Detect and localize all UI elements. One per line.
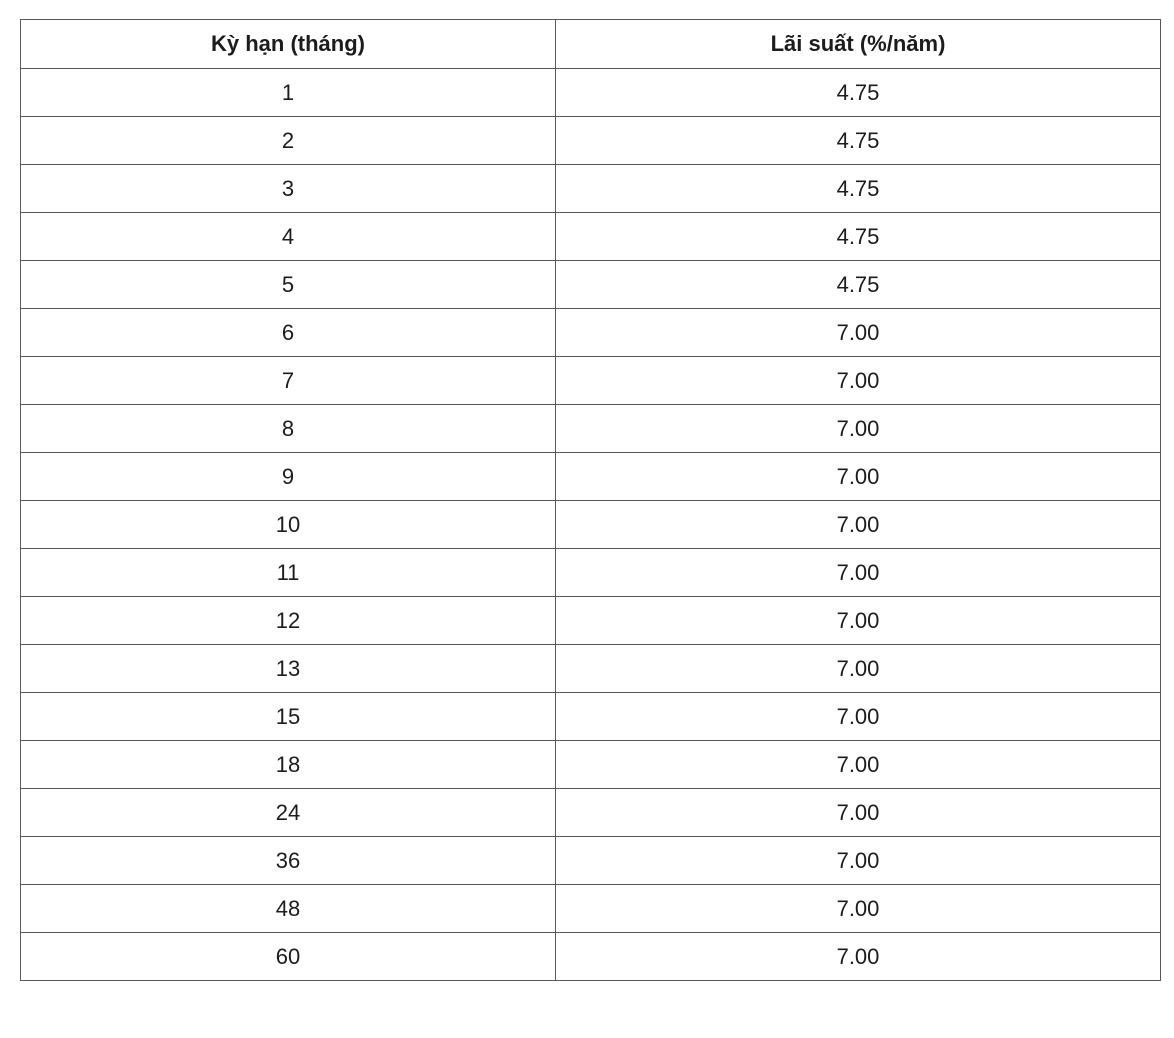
table-row [21, 117, 1161, 165]
term-cell: 24 [21, 789, 556, 837]
rate-cell: 4.75 [556, 69, 1161, 117]
rate-cell: 7.00 [556, 885, 1161, 933]
term-cell: 15 [21, 693, 556, 741]
rate-cell: 7.00 [556, 789, 1161, 837]
rate-cell: 4.75 [556, 117, 1161, 165]
term-cell: 36 [21, 837, 556, 885]
term-cell: 9 [21, 453, 556, 501]
term-cell: 10 [21, 501, 556, 549]
interest-rate-table [20, 19, 1161, 981]
rate-cell: 7.00 [556, 837, 1161, 885]
table-row [21, 933, 1161, 981]
rate-cell: 7.00 [556, 741, 1161, 789]
header-rate: Lãi suất (%/năm) [556, 20, 1161, 69]
term-cell: 3 [21, 165, 556, 213]
term-cell: 6 [21, 309, 556, 357]
rate-cell: 7.00 [556, 405, 1161, 453]
rate-cell: 7.00 [556, 597, 1161, 645]
table-body [21, 69, 1161, 981]
table-row [21, 309, 1161, 357]
table-row [21, 357, 1161, 405]
table-row [21, 741, 1161, 789]
rate-cell: 7.00 [556, 693, 1161, 741]
table-row [21, 693, 1161, 741]
table-row [21, 597, 1161, 645]
rate-cell: 7.00 [556, 501, 1161, 549]
term-cell: 1 [21, 69, 556, 117]
table-row [21, 165, 1161, 213]
term-cell: 60 [21, 933, 556, 981]
term-cell: 4 [21, 213, 556, 261]
rate-cell: 7.00 [556, 357, 1161, 405]
header-term: Kỳ hạn (tháng) [21, 20, 556, 69]
table-header [21, 20, 1161, 69]
table-row [21, 789, 1161, 837]
term-cell: 13 [21, 645, 556, 693]
rate-cell: 4.75 [556, 213, 1161, 261]
term-cell: 8 [21, 405, 556, 453]
term-cell: 5 [21, 261, 556, 309]
rate-cell: 4.75 [556, 261, 1161, 309]
table-row [21, 69, 1161, 117]
rate-cell: 7.00 [556, 645, 1161, 693]
table-row [21, 213, 1161, 261]
term-cell: 11 [21, 549, 556, 597]
table-row [21, 645, 1161, 693]
rate-cell: 7.00 [556, 933, 1161, 981]
table-row [21, 549, 1161, 597]
term-cell: 48 [21, 885, 556, 933]
table-row [21, 837, 1161, 885]
table-row [21, 261, 1161, 309]
table-row [21, 885, 1161, 933]
rate-cell: 7.00 [556, 453, 1161, 501]
term-cell: 18 [21, 741, 556, 789]
table-row [21, 501, 1161, 549]
term-cell: 2 [21, 117, 556, 165]
rate-cell: 7.00 [556, 309, 1161, 357]
term-cell: 12 [21, 597, 556, 645]
rate-cell: 4.75 [556, 165, 1161, 213]
term-cell: 7 [21, 357, 556, 405]
table-row [21, 405, 1161, 453]
table-row [21, 453, 1161, 501]
header-row [21, 20, 1161, 69]
rate-cell: 7.00 [556, 549, 1161, 597]
